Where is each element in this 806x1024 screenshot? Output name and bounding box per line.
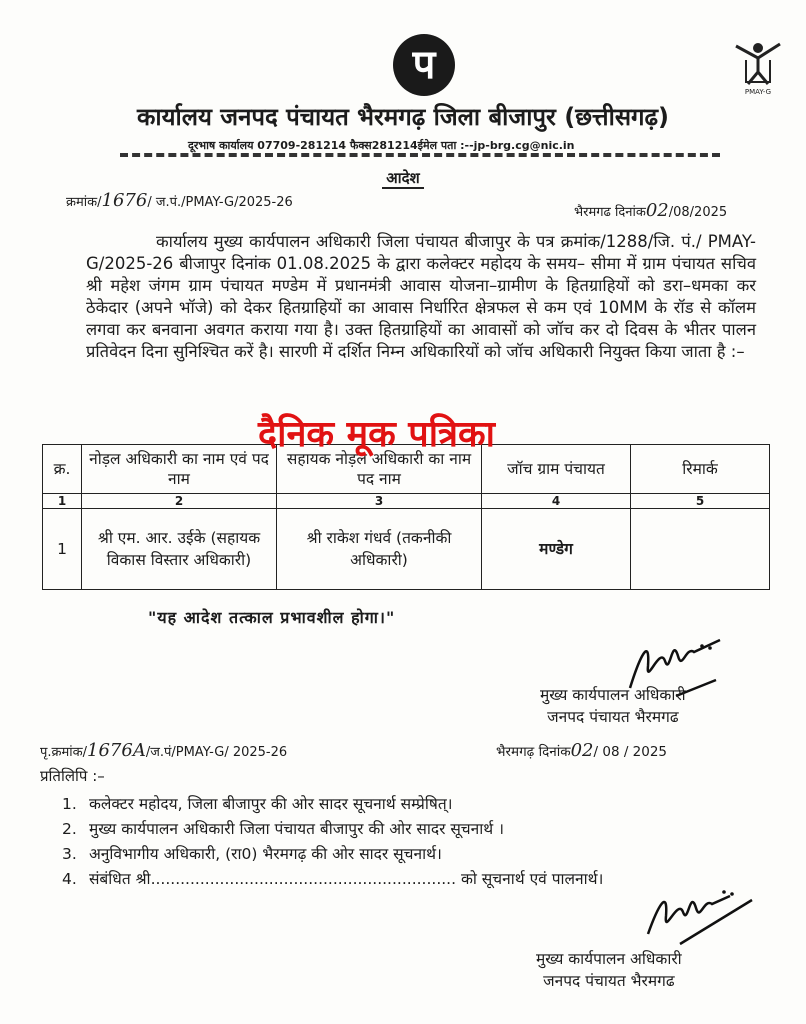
list-item: 3. अनुविभागीय अधिकारी, (रा0) भैरमगढ़ की ओर सादर सूचनार्थ।	[62, 845, 442, 863]
column-number-row: 1 2 3 4 5	[43, 494, 770, 509]
header-panchayat: जॉच ग्राम पंचायत	[482, 445, 631, 494]
handwritten-ref-number: 1676	[101, 190, 148, 211]
header-nodal: नोड़ल अधिकारी का नाम एवं पद नाम	[82, 445, 277, 494]
list-item: 4. संबंधित श्री.............................................................. को सूचनार्थ एवं पालनार्थ।	[62, 870, 604, 888]
contact-line: दूरभाष कार्यालय 07709-281214 फैक्स281214ईमेल पता :--jp-brg.cg@nic.in	[188, 139, 575, 152]
endorsement-date: भैरमगढ़ दिनांक02/ 08 / 2025	[496, 740, 668, 761]
order-title: आदेश	[0, 168, 806, 188]
office-title: कार्यालय जनपद पंचायत भैरमगढ़ जिला बीजापुर (छत्तीसगढ़)	[136, 103, 670, 131]
pmay-logo	[728, 38, 788, 96]
header-divider	[120, 153, 720, 157]
table-row: 1 श्री एम. आर. उईके (सहायक विकास विस्तार अधिकारी) श्री राकेश गंधर्व (तकनीकी अधिकारी) मण्डेग	[43, 509, 770, 590]
header-sr: क्र.	[43, 445, 82, 494]
handwritten-endorsement-number: 1676A	[87, 740, 146, 761]
copy-list	[62, 792, 603, 892]
panchayat-logo	[393, 34, 455, 96]
officers-table	[42, 444, 770, 590]
copy-label: प्रतिलिपि :–	[40, 767, 105, 785]
logo-glyph: प	[412, 42, 436, 88]
header-remark: रिमार्क	[631, 445, 770, 494]
header-asst-nodal: सहायक नोड़ल अधिकारी का नाम पद नाम	[277, 445, 482, 494]
order-date: भैरमगढ दिनांक02/08/2025	[574, 200, 728, 221]
order-reference: क्रमांक/1676/ ज.पं./PMAY-G/2025-26	[66, 190, 293, 211]
signatory-1: मुख्य कार्यपालन अधिकारी जनपद पंचायत भैरमगढ	[540, 686, 686, 726]
effect-note: "यह आदेश तत्काल प्रभावशील होगा।"	[148, 608, 396, 627]
newspaper-watermark: दैनिक मूक पत्रिका	[258, 414, 495, 455]
list-item: 1. कलेक्टर महोदय, जिला बीजापुर की ओर सादर सूचनार्थ सम्प्रेषित्।	[62, 795, 453, 813]
handwritten-endorsement-day: 02	[570, 740, 594, 761]
signature-2	[640, 870, 760, 950]
list-item: 2. मुख्य कार्यपालन अधिकारी जिला पंचायत बीजापुर की ओर सादर सूचनार्थ ।	[62, 820, 504, 838]
order-body: कार्यालय मुख्य कार्यपालन अधिकारी जिला पंचायत बीजापुर के पत्र क्रमांक/1288/जि. पं./ PMAY-G/2025-26 बीजापुर दिनांक 01.08.2025 के द्वारा कलेक्टर महोदय के समय– सीमा में ग्राम पंचायत सचिव श्री महेश जंगम ग्राम पंचायत मण्डेम में प्रधानमंत्री आवास योजना–ग्रामीण के हितग्राहियों को डरा–धमका कर ठेकेदार (अपने भॉजे) को देकर हितग्राहियों का आवास निर्धारित क्षेत्रफल से कम एवं 10MM के रॉड से कॉलम लगवा कर बनवाना अवगत कराया गया है। उक्त हितग्राहियों का आवासों को जॉच कर दो दिवस के भीतर पालन प्रतिवेदन दिना सुनिश्चित करें है। सारणी में दर्शित निम्न अधिकारियों को जॉच अधिकारी नियुक्त किया जाता है :–	[86, 232, 756, 361]
handwritten-date-day: 02	[645, 200, 669, 221]
pmay-emblem-icon	[728, 38, 788, 96]
pmay-logo-text: PMAY-G	[744, 88, 772, 96]
signatory-2: मुख्य कार्यपालन अधिकारी जनपद पंचायत भैरमगढ	[536, 950, 682, 990]
endorsement-reference: पृ.क्रमांक/1676A/ज.पं/PMAY-G/ 2025-26	[40, 740, 288, 761]
